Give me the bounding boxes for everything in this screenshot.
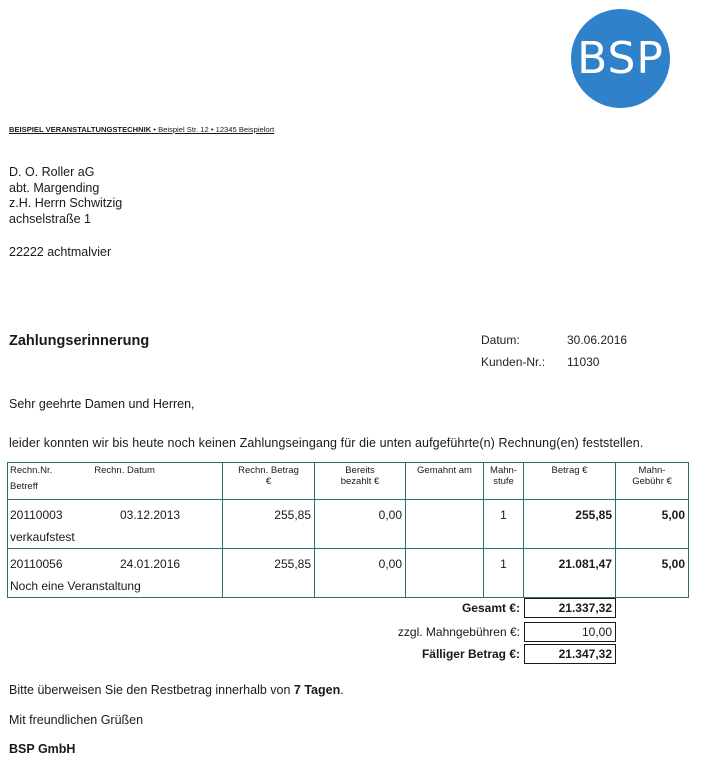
header-reminded-on: Gemahnt am: [406, 463, 484, 500]
document-title: Zahlungserinnerung: [9, 333, 150, 349]
fee-cell: [616, 500, 689, 549]
header-paid: [315, 463, 406, 500]
header-invoice-number: Rechn.Nr.: [10, 465, 53, 476]
invoice-date: 03.12.2013: [120, 508, 181, 522]
table-row: [8, 549, 689, 598]
payment-instruction-end: .: [340, 683, 344, 697]
header-invoice-amount-unit: €: [265, 476, 272, 487]
sender-address: • Beispiel Str. 12 • 12345 Beispielort: [151, 125, 275, 134]
header-invoice-date: Rechn. Datum: [94, 465, 155, 476]
salutation: Sehr geehrte Damen und Herren,: [9, 397, 195, 411]
invoice-amount: 255,85: [274, 557, 311, 571]
payment-instruction: [9, 683, 344, 697]
header-invoice-amount-label: Rechn. Betrag: [238, 465, 299, 476]
invoice-info-cell: [8, 500, 223, 549]
signature-company: BSP GmbH: [9, 742, 76, 756]
amount-due-value: 21.347,32: [524, 644, 616, 664]
invoice-info-cell: [8, 549, 223, 598]
recipient-line: D. O. Roller aG: [9, 165, 95, 179]
fee: 5,00: [661, 557, 685, 571]
fee: 5,00: [661, 508, 685, 522]
reminder-fees-label: zzgl. Mahngebühren €:: [397, 625, 520, 639]
invoice-amount: 255,85: [274, 508, 311, 522]
amount: 21.081,47: [558, 557, 612, 571]
payment-deadline: 7 Tagen: [293, 683, 341, 697]
total-label: Gesamt €:: [461, 601, 520, 615]
invoice-date: 24.01.2016: [120, 557, 181, 571]
header-paid-line2: bezahlt €: [340, 476, 380, 487]
closing-greeting: Mit freundlichen Grüßen: [9, 713, 144, 727]
paid-amount: 0,00: [378, 557, 402, 571]
reminded-on-cell: [406, 500, 484, 549]
header-paid-line1: Bereits: [345, 465, 375, 476]
header-reminder-level-line2: stufe: [493, 476, 514, 487]
date-label: Datum:: [481, 333, 520, 347]
paid-cell: [315, 549, 406, 598]
header-invoice-number-date: [8, 463, 223, 500]
header-subject: Betreff: [10, 481, 38, 492]
header-fee: [616, 463, 689, 500]
reminder-level-cell: [484, 500, 524, 549]
sender-address-line: [9, 125, 274, 134]
header-fee-line2: Gebühr €: [632, 476, 672, 487]
recipient-address: [9, 165, 122, 227]
reminder-level-cell: [484, 549, 524, 598]
reminder-level: 1: [500, 557, 507, 571]
invoice-number: 20110056: [10, 557, 63, 571]
header-amount: Betrag €: [524, 463, 616, 500]
paid-amount: 0,00: [378, 508, 402, 522]
table-header-row: [8, 463, 689, 500]
header-reminder-level: [484, 463, 524, 500]
date-value: 30.06.2016: [567, 333, 628, 347]
payment-instruction-text: Bitte überweisen Sie den Restbetrag innerhalb von: [9, 683, 294, 697]
header-invoice-amount: [223, 463, 315, 500]
recipient-line: z.H. Herrn Schwitzig: [9, 196, 123, 210]
customer-number-value: 11030: [567, 355, 600, 369]
reminder-level: 1: [500, 508, 507, 522]
header-reminder-level-line1: Mahn-: [490, 465, 517, 476]
sender-company: BEISPIEL VERANSTALTUNGSTECHNIK: [9, 125, 152, 134]
header-fee-line1: Mahn-: [638, 465, 666, 476]
customer-number-label: Kunden-Nr.:: [481, 355, 546, 369]
invoice-subject: Noch eine Veranstaltung: [10, 579, 141, 593]
fee-cell: [616, 549, 689, 598]
invoice-subject: verkaufstest: [10, 530, 75, 544]
amount-cell: [524, 500, 616, 549]
invoice-amount-cell: [223, 500, 315, 549]
invoice-table: [7, 462, 689, 598]
total-value: 21.337,32: [524, 598, 616, 618]
amount-due-label: Fälliger Betrag €:: [421, 647, 520, 661]
reminded-on-cell: [406, 549, 484, 598]
reminder-fees-value: 10,00: [524, 622, 616, 642]
invoice-number: 20110003: [10, 508, 63, 522]
recipient-line: achselstraße 1: [9, 211, 91, 226]
invoice-amount-cell: [223, 549, 315, 598]
amount-cell: [524, 549, 616, 598]
company-logo: BSP: [571, 9, 670, 108]
recipient-line: abt. Margending: [9, 180, 100, 195]
recipient-zip-city: 22222 achtmalvier: [9, 245, 112, 259]
table-row: [8, 500, 689, 549]
amount: 255,85: [575, 508, 612, 522]
intro-text: leider konnten wir bis heute noch keinen Zahlungseingang für die unten aufgeführte(n) Rechnung(en) feststellen.: [9, 436, 644, 450]
paid-cell: [315, 500, 406, 549]
